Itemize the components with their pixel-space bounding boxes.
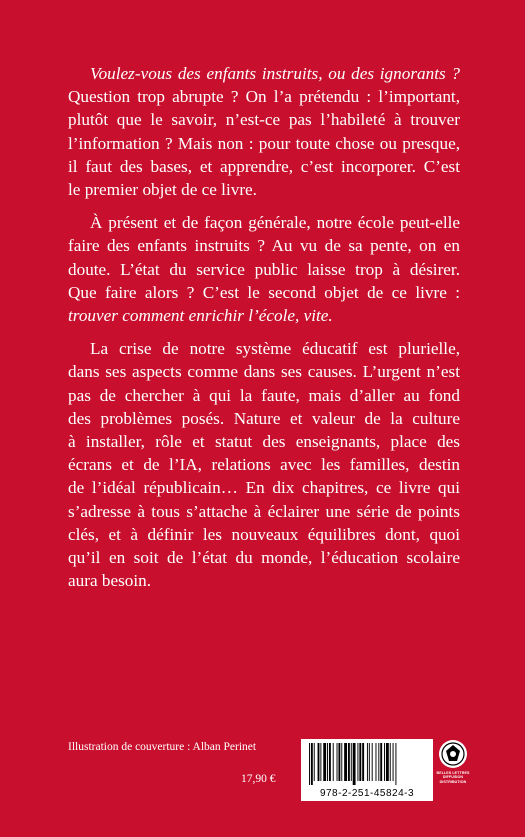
- blurb-line: Voulez-vous des enfants instruits, ou des ignorants ?: [90, 64, 460, 83]
- barcode-bar: [338, 743, 340, 781]
- publisher-logo-text: BELLES LETTRES DIFFUSION DISTRIBUTION: [436, 771, 470, 784]
- barcode-bars: [307, 743, 427, 785]
- barcode-bar: [359, 743, 361, 781]
- blurb-line: aura besoin.: [68, 571, 152, 591]
- blurb-line: clés, et à définir les nouveaux équilibres dont, quoi: [68, 524, 460, 544]
- barcode-bar: [384, 743, 385, 781]
- cover-illustration-credit: Illustration de couverture : Alban Perinet: [68, 741, 257, 753]
- back-cover-blurb: [68, 62, 460, 592]
- publisher-logo: [436, 739, 470, 801]
- publisher-seal-icon: [438, 739, 468, 769]
- barcode-bar: [344, 743, 347, 781]
- paragraph-2: [68, 211, 460, 327]
- blurb-line: Que faire alors ? C’est le second objet de ce livre :: [68, 282, 460, 302]
- barcode-bar: [362, 743, 364, 781]
- barcode-bar: [372, 743, 373, 781]
- barcode-bar: [333, 743, 334, 781]
- blurb-line: le premier objet de ce livre.: [68, 180, 257, 200]
- barcode-bar: [318, 743, 320, 781]
- blurb-line: faire des enfants instruits ? Au vu de sa pente, on en: [68, 236, 460, 256]
- barcode-bar: [393, 743, 394, 781]
- barcode-bar: [378, 743, 379, 781]
- blurb-line: La crise de notre système éducatif est plurielle,: [90, 339, 460, 359]
- barcode-bar: [323, 743, 326, 781]
- blurb-line: dans ses aspects comme dans ses causes. L’urgent n’est: [68, 362, 460, 382]
- barcode-bar: [327, 743, 328, 781]
- blurb-line: doute. L’état du service public laisse trop à désirer.: [68, 259, 460, 279]
- blurb-line: qu’il en soit de l’état du monde, l’éducation scolaire: [68, 548, 460, 568]
- blurb-line: s’adresse à tous s’attache à éclairer une série de points: [68, 501, 460, 521]
- blurb-line: à installer, rôle et statut des enseignants, place des: [68, 432, 460, 452]
- barcode-bar: [353, 743, 356, 785]
- paragraph-1: [68, 62, 460, 201]
- barcode-bar: [376, 743, 377, 781]
- blurb-line: l’information ? Mais non : pour toute chose ou presque,: [68, 133, 460, 153]
- blurb-line: des problèmes posés. Nature et valeur de la culture: [68, 408, 460, 428]
- paragraph-3: [68, 337, 460, 592]
- blurb-line: Question trop abrupte ? On l’a prétendu : l’important,: [68, 87, 460, 107]
- blurb-line: écrans et de l’IA, relations avec les familles, destin: [68, 455, 460, 475]
- price-label: 17,90 €: [241, 773, 276, 785]
- isbn-number: 978-2-251-45824-3: [319, 788, 415, 799]
- barcode-bar: [309, 743, 310, 785]
- barcode-bar: [329, 743, 331, 781]
- blurb-line: il faut des bases, et apprendre, c’est incorporer. C’est: [68, 156, 460, 176]
- blurb-line: plutôt que le savoir, n’est-ce pas l’habileté à trouver: [68, 110, 460, 130]
- barcode-bar: [395, 743, 396, 785]
- barcode-bar: [351, 743, 352, 781]
- blurb-line: de l’idéal républicain… En dix chapitres, ce livre qui: [68, 478, 460, 498]
- barcode-bar: [380, 743, 382, 781]
- barcode-bar: [311, 743, 313, 785]
- blurb-line: pas de chercher à qui la faute, mais d’aller au fond: [68, 385, 460, 405]
- barcode-bar: [367, 743, 368, 781]
- isbn-barcode: [301, 739, 433, 801]
- barcode-bar: [314, 743, 315, 781]
- barcode-bar: [341, 743, 342, 781]
- barcode-bar: [337, 743, 338, 781]
- barcode-bar: [369, 743, 370, 781]
- blurb-line: trouver comment enrichir l’école, vite.: [68, 306, 333, 326]
- barcode-bar: [386, 743, 389, 781]
- barcode-bar: [348, 743, 350, 781]
- barcode-bar: [357, 743, 358, 781]
- barcode-bar: [390, 743, 391, 781]
- barcode-bar: [320, 743, 321, 781]
- blurb-line: À présent et de façon générale, notre école peut-elle: [90, 213, 460, 233]
